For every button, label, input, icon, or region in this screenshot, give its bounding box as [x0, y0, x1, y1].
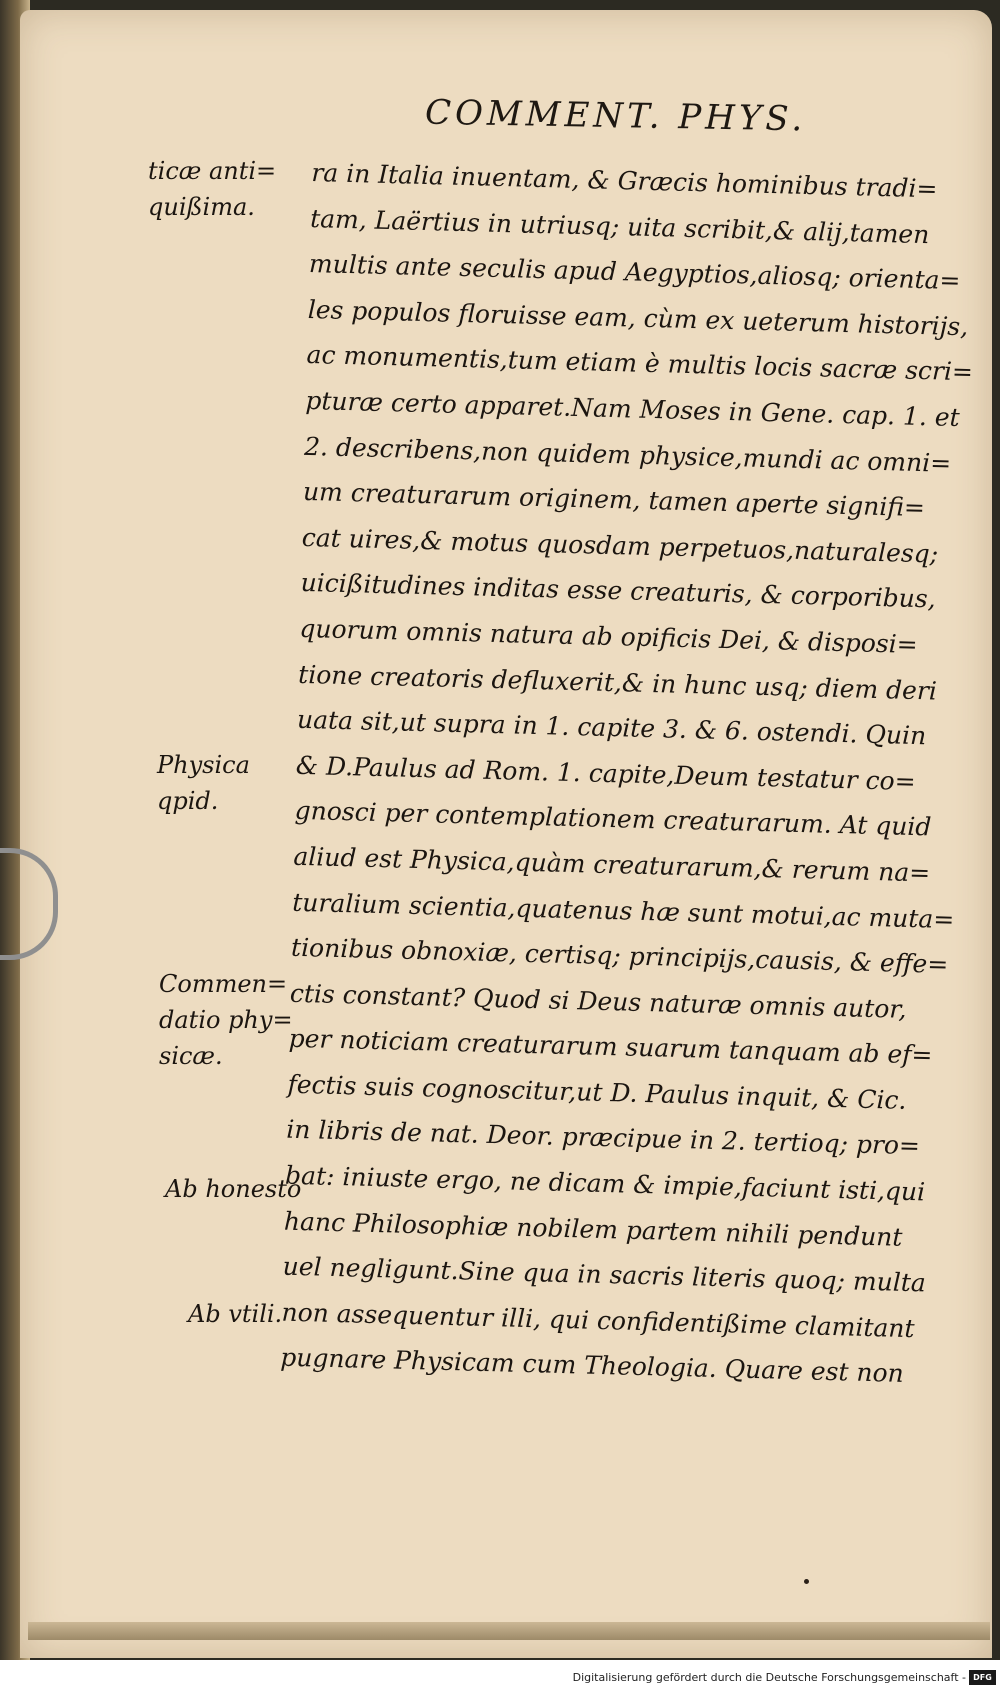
ink-speck: [804, 1579, 809, 1584]
page-bottom-edge: [28, 1622, 990, 1640]
marginal-note-ab-honesto: [165, 1171, 301, 1207]
marginal-line: ticæ anti=: [148, 157, 277, 185]
marginal-note-ab-utili: [188, 1296, 282, 1332]
text-line: in libris de nat. Deor. præcipue in 2. tertioq; pro=: [285, 1115, 921, 1161]
text-line: quorum omnis natura ab opificis Dei, & disposi=: [299, 613, 919, 659]
text-line: per noticiam creaturarum suarum tanquam ab ef=: [288, 1023, 933, 1070]
text-line: bat: iniuste ergo, ne dicam & impie,faciunt isti,qui: [284, 1160, 926, 1207]
marginal-note-antiquissima: [148, 153, 276, 225]
marginal-line: qpid.: [157, 787, 219, 815]
text-line: aliud est Physica,quàm creaturarum,& rerum na=: [293, 841, 931, 888]
text-line: cat uires,& motus quosdam perpetuos,naturalesq;: [301, 522, 939, 569]
dfg-logo: DFG: [969, 1670, 996, 1685]
text-line: tione creatoris defluxerit,& in hunc usq; diem deri: [297, 659, 938, 706]
text-line: tionibus obnoxiæ, certisq; principijs,causis, & effe=: [290, 932, 949, 980]
text-line: uel negligunt.Sine qua in sacris literis quoq; multa: [282, 1251, 927, 1298]
text-line: pugnare Physicam cum Theologia. Quare est non: [280, 1343, 905, 1389]
funding-credit: Digitalisierung gefördert durch die Deutsche Forschungsgemeinschaft -: [572, 1671, 966, 1684]
marginal-line: Physica: [157, 751, 250, 779]
marginal-line: Ab vtili.: [188, 1300, 283, 1328]
text-line: pturæ certo apparet.Nam Moses in Gene. cap. 1. et: [305, 385, 961, 433]
marginal-note-physica-quid: [157, 747, 250, 819]
text-line: 2. describens,non quidem physice,mundi ac omni=: [303, 431, 952, 478]
footer-bar: [0, 1660, 1000, 1697]
marginal-line: quißima.: [148, 193, 255, 221]
marginal-line: sicæ.: [159, 1042, 223, 1070]
text-line: tam, Laërtius in utriusq; uita scribit,& alij,tamen: [309, 203, 930, 249]
text-line: um creaturarum originem, tamen aperte signifi=: [302, 477, 926, 523]
text-line: fectis suis cognoscitur,ut D. Paulus inquit, & Cic.: [287, 1069, 907, 1115]
marginal-line: datio phy=: [159, 1006, 293, 1034]
text-line: ctis constant? Quod si Deus naturæ omnis autor,: [289, 978, 907, 1024]
text-line: & D.Paulus ad Rom. 1. capite,Deum testatur co=: [295, 750, 917, 796]
marginal-note-commendatio: [159, 966, 293, 1074]
text-line: multis ante seculis apud Aegyptios,aliosq; orienta=: [308, 249, 961, 296]
text-line: ac monumentis,tum etiam è multis locis sacræ scri=: [306, 340, 974, 387]
page-paper: [20, 10, 992, 1658]
text-line: non assequentur illi, qui confidentißime clamitant: [281, 1297, 915, 1344]
text-line: hanc Philosophiæ nobilem partem nihili pendunt: [283, 1206, 903, 1252]
text-line: uicißitudines inditas esse creaturis, & corporibus,: [300, 568, 937, 614]
marginal-line: Commen=: [159, 970, 288, 998]
text-line: turalium scientia,quatenus hæ sunt motui,ac muta=: [291, 887, 955, 934]
text-line: gnosci per contemplationem creaturarum. At quid: [294, 796, 932, 842]
text-line: uata sit,ut supra in 1. capite 3. & 6. ostendi. Quin: [296, 704, 927, 751]
text-line: les populos floruisse eam, cùm ex ueterum historijs,: [307, 294, 969, 342]
text-line: ra in Italia inuentam, & Græcis hominibus tradi=: [311, 157, 938, 204]
body-text: [280, 150, 972, 1398]
running-header: COMMENT. PHYS.: [424, 92, 807, 140]
marginal-line: Ab honesto: [165, 1175, 302, 1203]
